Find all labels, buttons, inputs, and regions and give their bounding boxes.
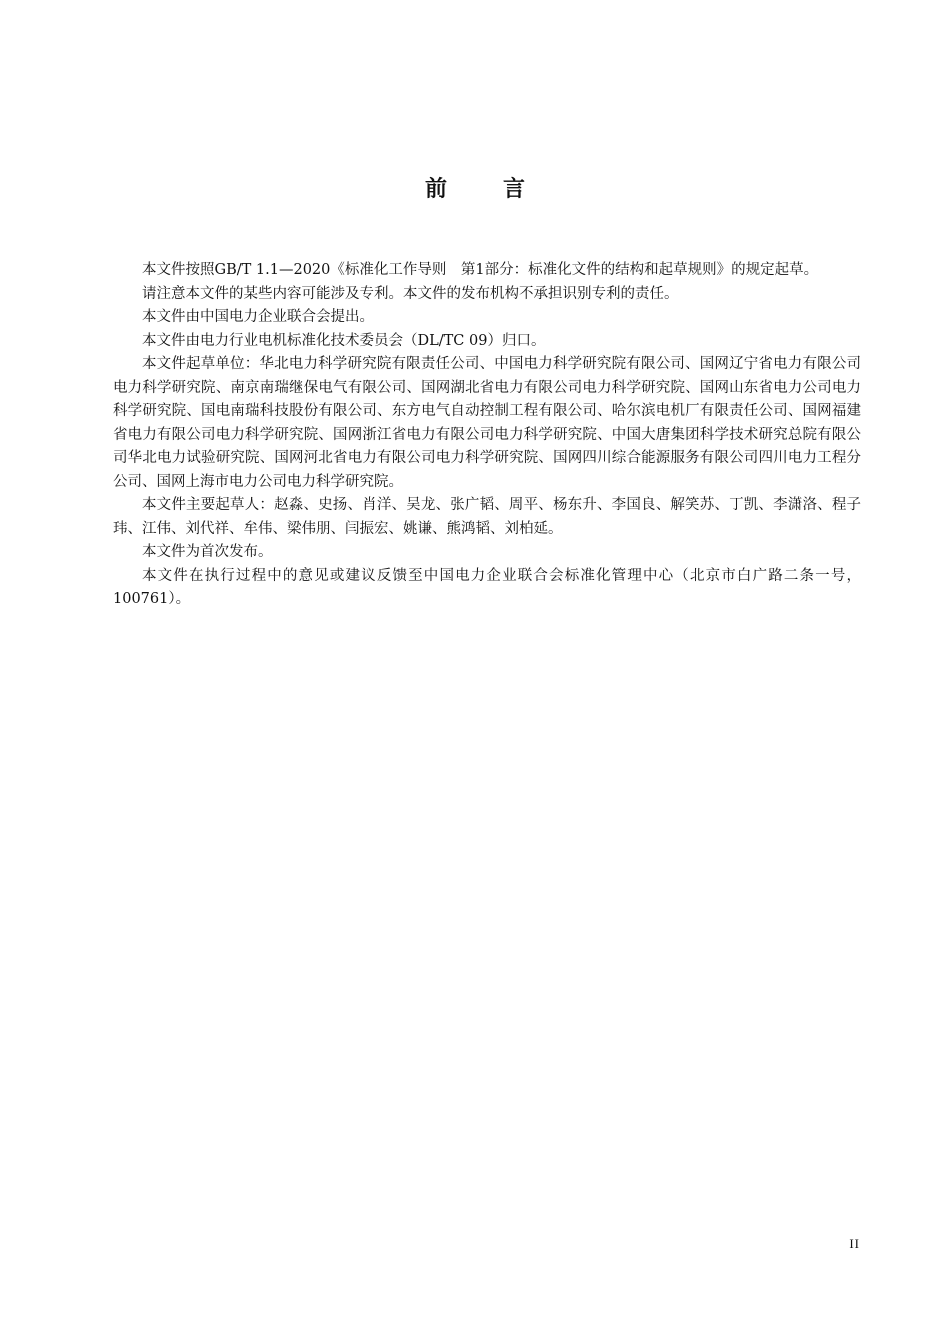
foreword-body — [113, 259, 861, 612]
paragraph-drafting-units: 本文件起草单位：华北电力科学研究院有限责任公司、中国电力科学研究院有限公司、国网辽宁省电力有限公司电力科学研究院、南京南瑞继保电气有限公司、国网湖北省电力有限公司电力科学研究院、国网山东省电力公司电力科学研究院、国电南瑞科技股份有限公司、东方电气自动控制工程有限公司、哈尔滨电机厂有限责任公司、国网福建省电力有限公司电力科学研究院、国网浙江省电力有限公司电力科学研究院、中国大唐集团科学技术研究总院有限公司华北电力试验研究院、国网河北省电力有限公司电力科学研究院、国网四川综合能源服务有限公司四川电力工程分公司、国网上海市电力公司电力科学研究院。 — [113, 356, 861, 490]
paragraph-technical-committee: 本文件由电力行业电机标准化技术委员会（DL/TC 09）归口。 — [142, 332, 546, 349]
paragraph-drafting-rules: 本文件按照GB/T 1.1—2020《标准化工作导则 第1部分：标准化文件的结构和起草规则》的规定起草。 — [142, 262, 819, 278]
page-number: II — [849, 1236, 860, 1251]
paragraph-feedback-contact: 本文件在执行过程中的意见或建议反馈至中国电力企业联合会标准化管理中心（北京市白广路二条一号，100761）。 — [113, 567, 861, 607]
paragraph-patent-notice: 请注意本文件的某些内容可能涉及专利。本文件的发布机构不承担识别专利的责任。 — [142, 285, 679, 302]
paragraph-proposer: 本文件由中国电力企业联合会提出。 — [142, 309, 374, 325]
page-title: 前言 — [424, 177, 581, 202]
paragraph-first-release: 本文件为首次发布。 — [142, 544, 273, 560]
paragraph-main-drafters: 本文件主要起草人：赵淼、史扬、肖洋、吴龙、张广韬、周平、杨东升、李国良、解笑苏、丁凯、李潇洛、程子玮、江伟、刘代祥、牟伟、梁伟朋、闫振宏、姚谦、熊鸿韬、刘柏延。 — [113, 497, 861, 537]
